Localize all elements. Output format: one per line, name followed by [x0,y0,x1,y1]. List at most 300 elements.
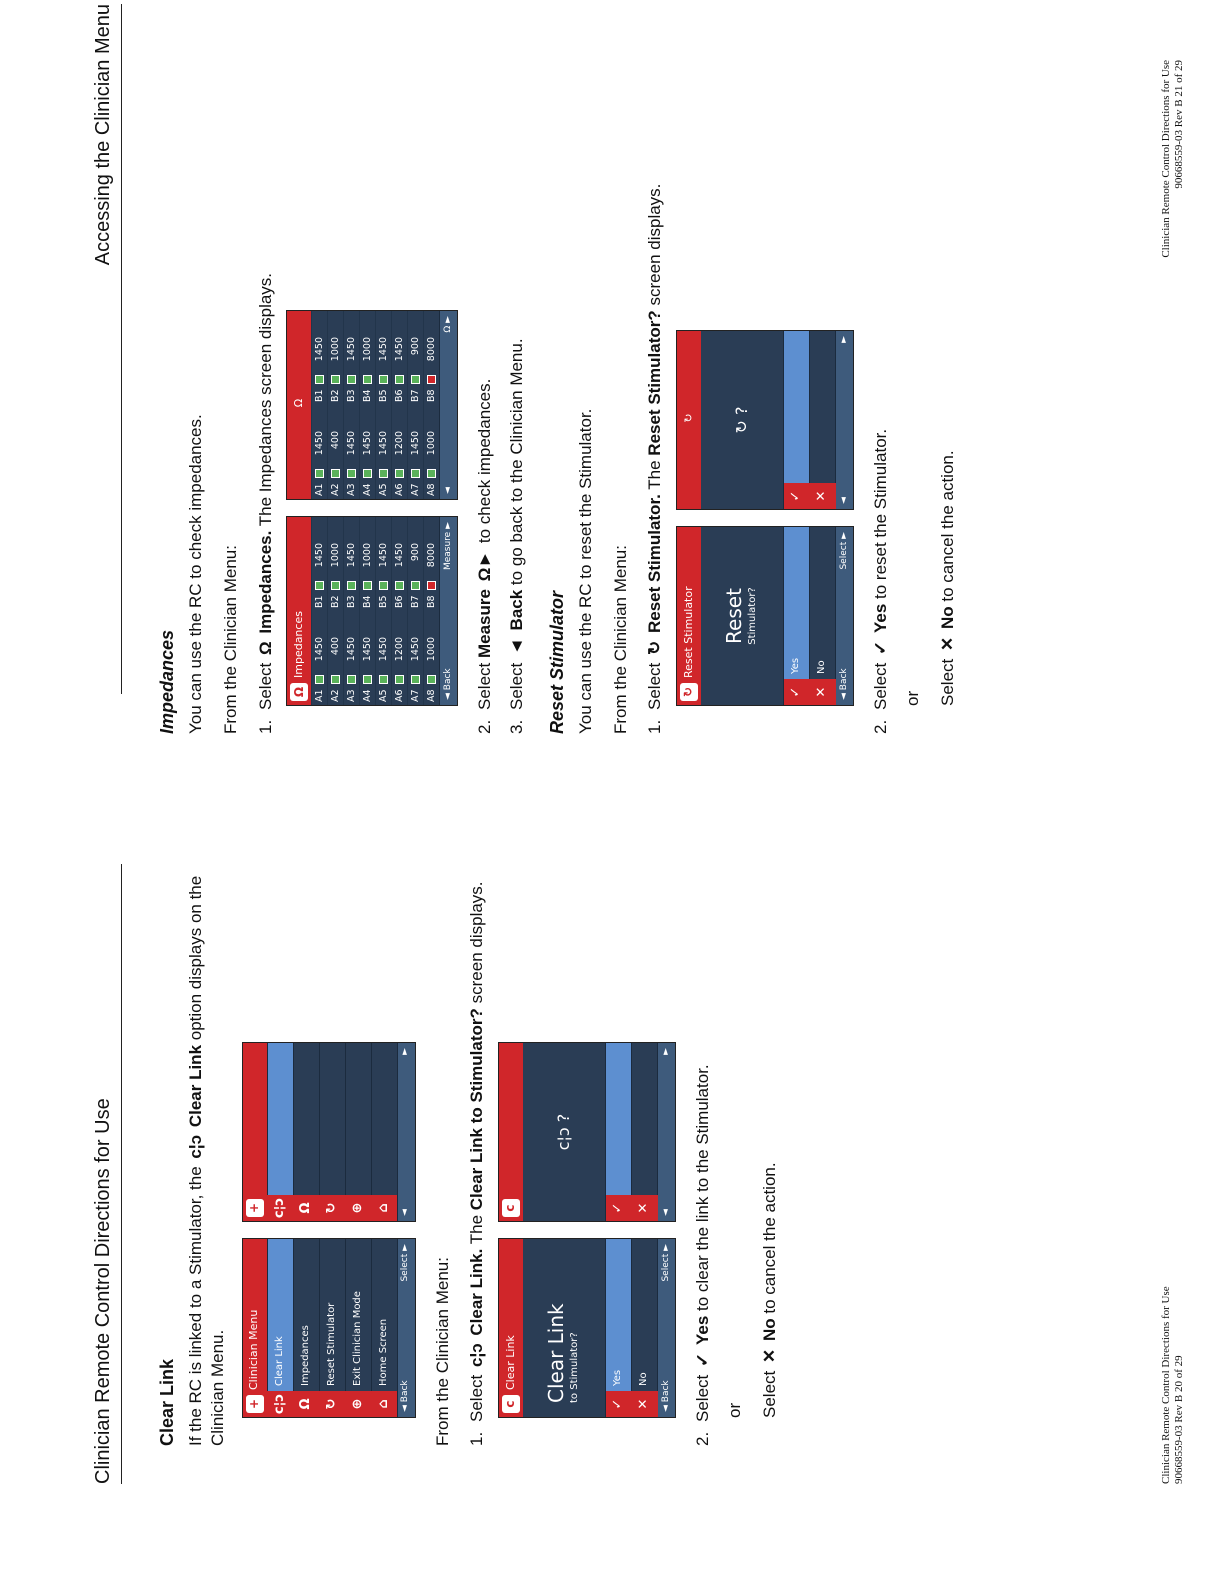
impedance-value: 1450 [345,543,357,568]
screen-footer [397,1239,415,1417]
electrode-row [391,311,407,405]
menu-item-home[interactable] [371,1239,397,1417]
clear-link-intro [185,826,229,1446]
status-box [331,375,340,384]
menu-label: Exit Clinician Mode [351,1291,363,1386]
reset-icon: ↻ [682,413,696,423]
reset-confirm-screen-2 [676,330,854,510]
alt-bold: No [759,1318,779,1342]
impedance-value: 1450 [313,337,325,362]
step-number: 2. [693,1431,713,1446]
back-softkey[interactable]: ◄ Back [838,668,849,700]
step-text-b: to go back to the Clinician Menu. [507,338,527,586]
screen-title: Clinician Menu [247,1309,261,1390]
no-option[interactable] [631,1239,657,1417]
no-label: No [816,660,828,674]
status-box [315,469,324,478]
impedance-value: 900 [409,543,421,562]
electrode-row [391,517,407,611]
electrode-label: B3 [345,389,357,402]
status-box [395,469,404,478]
or-text: or [902,690,922,706]
menu-item-impedances[interactable] [293,1239,319,1417]
status-box [379,469,388,478]
menu-label: Home Screen [377,1318,389,1386]
clinician-menu-screen [242,1238,416,1418]
reset-intro: You can use the RC to reset the Stimulator. [575,408,595,734]
status-box [427,375,436,384]
status-box [363,375,372,384]
back-softkey[interactable]: ◄ Back [443,668,454,700]
impedance-value: 1450 [393,543,405,568]
step-number: 2. [871,719,891,734]
electrode-row [311,517,327,611]
electrode-label: B2 [329,389,341,402]
electrode-row [343,517,359,611]
home-icon: ⌂ [371,1391,397,1417]
electrode-row [327,517,343,611]
impedance-value: 1450 [409,637,421,662]
electrode-row [423,611,439,705]
select-softkey[interactable]: ► [400,1048,411,1055]
status-box [347,675,356,684]
clinician-menu-screens [242,826,416,1418]
electrode-label: B6 [393,389,405,402]
reset-icon: ↻ [680,683,698,701]
impedance-value: 1000 [329,337,341,362]
electrode-column-b [311,311,439,405]
electrode-row [359,311,375,405]
step-text [644,184,666,710]
status-box [347,375,356,384]
electrode-row [327,311,343,405]
step-text-a: Select [507,662,527,710]
back-softkey[interactable]: ◄ Back [660,1380,671,1412]
status-box [427,675,436,684]
step-bold: Yes [871,603,891,634]
omega-icon: Ω [255,641,275,656]
right-footer [1160,60,1186,258]
step-text [466,881,488,1422]
impedance-value: 8000 [425,337,437,362]
impedance-value: 1450 [361,431,373,456]
impedance-value: 1000 [361,337,373,362]
status-box [395,581,404,590]
electrode-label: A8 [425,689,437,702]
step-bold: Measure [475,589,495,659]
screen-footer [439,311,457,499]
menu-item-clear-link[interactable] [267,1239,293,1417]
status-box [379,581,388,590]
electrode-label: A5 [377,483,389,496]
impedance-screen-2 [286,310,458,500]
clear-link-question [554,1114,574,1151]
electrode-label: A4 [361,483,373,496]
screen-footer [397,1043,415,1221]
footer-line-1: Clinician Remote Control Directions for Use [1160,1286,1172,1484]
reset-icon: ↻ [731,415,751,434]
impedance-value: 1450 [377,431,389,456]
no-label: No [638,1372,650,1386]
electrode-row [407,405,423,499]
reset-icon: ↻ [645,640,665,656]
impedance-value: 1450 [377,337,389,362]
electrode-label: A7 [409,483,421,496]
step-text-c: screen displays. [467,881,487,1004]
electrode-label: B4 [361,389,373,402]
electrode-column-a [311,405,439,499]
impedance-value: 1450 [313,637,325,662]
check-icon: ✓ [784,483,810,509]
back-softkey[interactable]: ◄ [443,487,454,494]
x-icon: ✕ [810,679,836,705]
step-bold-2: Reset Stimulator? [645,310,665,456]
step-text-b: to clear the link to the Stimulator. [693,1064,713,1311]
clear-link-heading: Clear Link [157,1358,177,1446]
status-box [379,375,388,384]
reset-heading: Reset Stimulator [546,590,567,734]
reset-confirm-screen [676,526,854,706]
impedance-value: 1200 [393,431,405,456]
step-text [870,429,892,710]
screen-title-bar [677,527,701,705]
right-page-content [156,34,971,734]
electrode-row [391,611,407,705]
electrode-row [311,405,327,499]
electrode-row [343,311,359,405]
status-box [379,675,388,684]
intro-text-2: option displays on the Clinician Menu. [186,875,227,1446]
impedance-value: 1450 [345,337,357,362]
select-softkey[interactable]: Select ► [660,1244,671,1282]
yes-option[interactable] [605,1239,631,1417]
x-icon: ✕ [937,636,957,652]
electrode-row [359,611,375,705]
screen-footer [657,1043,675,1221]
yes-option[interactable] [605,1043,631,1221]
menu-item-reset[interactable] [319,1239,345,1417]
electrode-row [375,611,391,705]
electrode-label: A6 [393,689,405,702]
menu-item-home[interactable] [371,1043,397,1221]
back-softkey[interactable]: ◄ Back [400,1380,411,1412]
measure-softkey[interactable]: Ω ► [443,316,454,333]
alt-text-b: to cancel the action. [759,1162,779,1314]
electrode-label: B8 [425,595,437,608]
impedance-value: 1000 [329,543,341,568]
clear-link-icon: c¦ɔ [467,1343,487,1368]
electrode-label: A2 [329,689,341,702]
check-icon: ✓ [871,640,891,656]
electrode-row [423,517,439,611]
reset-icon: ↻ [319,1391,345,1417]
confirm-small-text: Stimulator? [747,587,759,645]
reset-icon: ↻ [319,1195,345,1221]
status-box [315,581,324,590]
step-1 [255,34,277,734]
status-box [363,581,372,590]
impedance-value: 1450 [393,337,405,362]
impedance-value: 1450 [377,543,389,568]
omega-icon: Ω [293,1391,319,1417]
electrode-row [343,611,359,705]
impedance-value: 1450 [345,431,357,456]
electrode-label: A2 [329,483,341,496]
omega-icon: Ω► [475,550,495,582]
check-icon: ✓ [606,1195,632,1221]
electrode-label: A5 [377,689,389,702]
x-icon: ✕ [810,483,836,509]
impedance-value: 400 [329,431,341,450]
select-softkey[interactable]: ► [838,336,849,343]
yes-label: Yes [612,1369,624,1386]
status-box [347,469,356,478]
home-icon: ⌂ [371,1195,397,1221]
menu-label: Impedances [299,1325,311,1386]
x-icon: ✕ [632,1195,658,1221]
impedance-grid [311,517,439,705]
alt-text-a: Select [759,1370,779,1418]
electrode-label: B5 [377,595,389,608]
footer-line-2: 90668559-03 Rev B 21 of 29 [1173,60,1186,189]
left-footer [1160,1286,1186,1484]
screen-footer [835,331,853,509]
yes-option[interactable] [783,527,809,705]
electrode-label: B4 [361,595,373,608]
footer-line-2: 90668559-03 Rev B 20 of 29 [1173,1355,1186,1484]
screen-title-bar [499,1043,523,1221]
status-box [395,675,404,684]
clear-link-confirm-screens [498,826,676,1418]
step-3 [506,34,528,734]
clear-link-icon: c¦ɔ [186,1134,206,1159]
electrode-label: B1 [313,389,325,402]
select-softkey[interactable]: Select ► [838,532,849,570]
step-number: 1. [467,1431,487,1446]
alt-step [937,34,959,734]
step-text-b: The [467,1214,487,1245]
alt-step [759,826,781,1446]
electrode-row [375,517,391,611]
confirm-body [701,527,783,705]
electrode-label: A7 [409,689,421,702]
impedance-value: 1200 [393,637,405,662]
status-box [395,375,404,384]
electrode-row [391,405,407,499]
electrode-row [407,611,423,705]
back-softkey[interactable]: ◄ [400,1209,411,1216]
no-option[interactable] [809,527,835,705]
electrode-row [407,517,423,611]
status-box [331,469,340,478]
impedance-value: 1000 [425,637,437,662]
electrode-row [375,405,391,499]
step-text-c: screen displays. [645,183,665,306]
step-text-b: The [645,460,665,490]
impedance-value: 1450 [313,543,325,568]
reset-screens [676,34,854,706]
screen-title: Clear Link [503,1335,517,1390]
no-option[interactable] [631,1043,657,1221]
menu-item-exit[interactable] [345,1239,371,1417]
omega-icon: Ω [292,398,306,408]
step-text-a: Select [693,1374,713,1422]
check-icon: ✓ [784,679,810,705]
electrode-label: A3 [345,483,357,496]
from-menu-text: From the Clinician Menu: [432,1257,452,1446]
alt-text-b: to cancel the action. [937,450,957,602]
clinician-plus-icon: + [246,1199,264,1217]
check-icon: ✓ [606,1391,632,1417]
electrode-label: A3 [345,689,357,702]
omega-icon: Ω [293,1195,319,1221]
electrode-label: A1 [313,483,325,496]
screen-footer [657,1239,675,1417]
step-text [692,1064,714,1422]
left-page-header: Clinician Remote Control Directions for Use [82,864,122,1484]
status-box [411,375,420,384]
screen-footer [835,527,853,705]
confirm-big-text: Reset [722,588,747,644]
screen-title: Reset Stimulator [682,586,696,678]
x-icon: ✕ [759,1348,779,1364]
status-box [363,469,372,478]
left-page-content [156,826,793,1446]
electrode-label: A6 [393,483,405,496]
electrode-label: B7 [409,389,421,402]
select-softkey[interactable]: Select ► [400,1244,411,1282]
measure-softkey[interactable]: Measure ► [443,522,454,571]
step-text-a: Select [475,662,495,710]
question-mark: ? [553,1113,573,1123]
step-text-b: to check impedances. [475,378,495,544]
intro-text: If the RC is linked to a Stimulator, the [186,1166,206,1446]
electrode-label: A1 [313,689,325,702]
clinician-menu-screen-2 [242,1042,416,1222]
impedance-value: 400 [329,637,341,656]
step-text-a: Select [871,662,891,710]
electrode-column-a [311,611,439,705]
status-box [427,581,436,590]
electrode-label: A8 [425,483,437,496]
screen-title-bar [287,311,311,499]
step-2 [692,826,714,1446]
confirm-small-text: to Stimulator? [569,1332,581,1403]
menu-item-exit[interactable] [345,1043,371,1221]
menu-item-reset[interactable] [319,1043,345,1221]
electrode-row [423,405,439,499]
electrode-row [327,611,343,705]
select-softkey[interactable]: ► [660,1048,671,1055]
check-icon: ✓ [693,1352,713,1368]
impedance-grid [311,311,439,499]
exit-icon: ⊕ [345,1391,371,1417]
screen-title-bar [499,1239,523,1417]
status-box [411,581,420,590]
step-text [506,338,528,710]
screen-title: Impedances [292,611,306,678]
from-menu-text: From the Clinician Menu: [220,545,240,734]
status-box [363,675,372,684]
status-box [331,675,340,684]
impedance-value: 1000 [361,543,373,568]
impedances-intro: You can use the RC to check impedances. [186,414,206,734]
alt-bold: No [937,606,957,630]
impedance-value: 900 [409,337,421,356]
clear-link-icon: c¦ɔ [553,1122,573,1151]
electrode-label: B8 [425,389,437,402]
impedance-value: 1450 [409,431,421,456]
footer-line-1: Clinician Remote Control Directions for Use [1160,60,1172,258]
screen-footer [439,517,457,705]
electrode-row [423,311,439,405]
omega-icon: Ω [290,683,308,701]
step-text [474,379,496,710]
clear-link-icon: c [502,1199,520,1217]
left-page [0,794,1224,1584]
electrode-row [311,611,327,705]
right-page-header: Accessing the Clinician Menu [82,4,122,694]
electrode-row [327,405,343,499]
clear-link-icon: c [502,1395,520,1413]
step-number: 1. [645,719,665,734]
impedance-value: 8000 [425,543,437,568]
exit-icon: ⊕ [345,1195,371,1221]
clear-link-confirm-screen [498,1238,676,1418]
no-option[interactable] [809,331,835,509]
clinician-plus-icon: + [246,1395,264,1413]
step-text-a: Select [645,662,665,710]
menu-item-clear-link[interactable] [267,1043,293,1221]
step-number: 2. [475,719,495,734]
confirm-body [701,331,783,509]
impedance-value: 1450 [313,431,325,456]
status-box [411,469,420,478]
step-text-a: Select [255,662,275,710]
back-softkey[interactable]: ◄ [838,497,849,504]
question-mark: ? [731,406,751,415]
electrode-label: B6 [393,595,405,608]
impedance-value: 1450 [361,637,373,662]
yes-option[interactable] [783,331,809,509]
menu-item-impedances[interactable] [293,1043,319,1221]
step-2 [474,34,496,734]
step-number: 3. [507,719,527,734]
clear-link-confirm-screen-2 [498,1042,676,1222]
electrode-row [311,311,327,405]
step-bold: Impedances. [255,530,275,634]
step-text-b: The Impedances screen displays. [255,272,275,527]
screen-title-bar [677,331,701,509]
or-text: or [724,1402,744,1418]
impedances-heading: Impedances [157,629,177,734]
back-softkey[interactable]: ◄ [660,1209,671,1216]
step-bold: Clear Link. [467,1248,487,1336]
status-box [411,675,420,684]
screen-title-bar [243,1239,267,1417]
menu-label: Reset Stimulator [325,1302,337,1386]
reset-question [732,407,752,434]
impedance-screen [286,516,458,706]
intro-bold: Clear Link [186,1044,206,1128]
step-bold-2: Clear Link to Stimulator? [467,1008,487,1211]
step-text-a: Select [467,1374,487,1422]
status-box [315,675,324,684]
impedance-value: 1450 [377,637,389,662]
electrode-label: B1 [313,595,325,608]
impedance-value: 1450 [345,637,357,662]
alt-text-a: Select [937,658,957,706]
